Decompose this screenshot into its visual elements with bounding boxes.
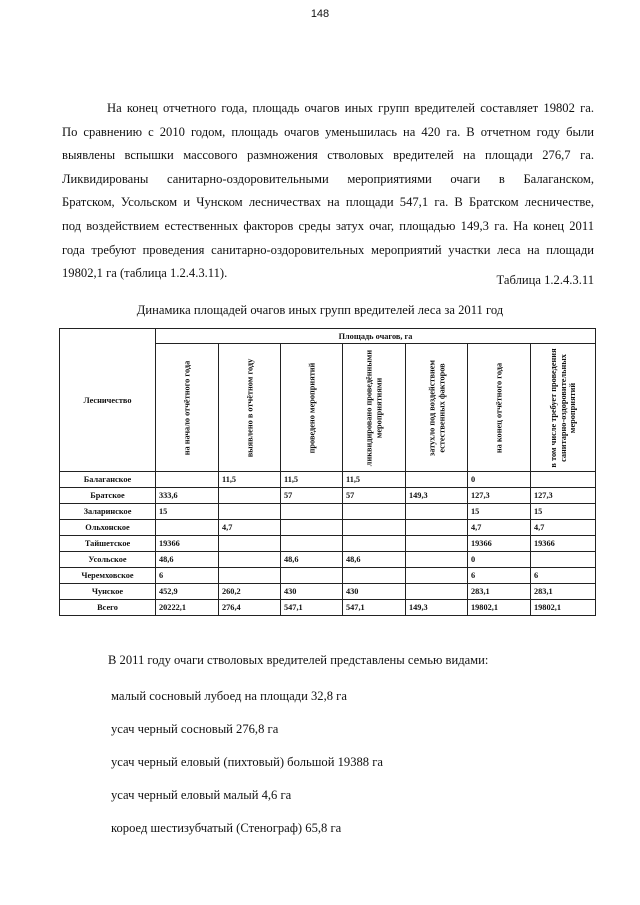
table-cell: 15 (468, 504, 531, 520)
table-cell (156, 520, 219, 536)
forestry-name: Чунское (60, 584, 156, 600)
table-cell: 6 (468, 568, 531, 584)
table-cell (281, 504, 343, 520)
table-cell (281, 536, 343, 552)
paragraph-line: выявлены вспышки массового размножения стволовых вредителей на площади 276,7 га. (62, 148, 594, 163)
paragraph-line: На конец отчетного года, площадь очагов иных групп вредителей составляет 19802 га. (107, 101, 594, 115)
table-cell (343, 568, 406, 584)
table-cell: 19366 (156, 536, 219, 552)
species-item: усач черный еловый (пихтовый) большой 19388 га (111, 755, 384, 769)
species-item: малый сосновый лубоед на площади 32,8 га (111, 689, 347, 703)
table-cell: 6 (156, 568, 219, 584)
pest-foci-table (59, 328, 596, 616)
table-cell: 127,3 (531, 488, 596, 504)
table-cell: 48,6 (281, 552, 343, 568)
table-cell: 11,5 (343, 472, 406, 488)
column-header: в том числе требует проведения санитарно-оздоровительных мероприятий (531, 344, 596, 472)
table-cell (219, 504, 281, 520)
column-header: затухло под воздействием естественных факторов (406, 344, 468, 472)
table-cell: 11,5 (281, 472, 343, 488)
species-intro: В 2011 году очаги стволовых вредителей представлены семью видами: (108, 653, 489, 667)
table-cell (406, 552, 468, 568)
table-cell (156, 472, 219, 488)
table-cell (343, 536, 406, 552)
table-cell (281, 520, 343, 536)
table-cell (531, 472, 596, 488)
forestry-name: Заларинское (60, 504, 156, 520)
table-cell: 333,6 (156, 488, 219, 504)
table-row (60, 488, 596, 504)
area-group-header: Площадь очагов, га (156, 329, 596, 344)
table-cell (219, 552, 281, 568)
table-cell (281, 568, 343, 584)
table-cell (406, 536, 468, 552)
table-cell: 19802,1 (531, 600, 596, 616)
table-cell (406, 520, 468, 536)
table-cell: 149,3 (406, 488, 468, 504)
table-cell (219, 488, 281, 504)
table-cell (406, 568, 468, 584)
forestry-name: Ольхонское (60, 520, 156, 536)
table-cell: 19802,1 (468, 600, 531, 616)
page-number: 148 (310, 8, 330, 20)
column-header: выявлено в отчётном году (219, 344, 281, 472)
forestry-name: Черемховское (60, 568, 156, 584)
table-cell: 283,1 (531, 584, 596, 600)
table-row (60, 472, 596, 488)
table-cell (219, 568, 281, 584)
table-row (60, 504, 596, 520)
table-cell (343, 504, 406, 520)
table-cell: 260,2 (219, 584, 281, 600)
table-cell: 4,7 (219, 520, 281, 536)
forestry-name: Братское (60, 488, 156, 504)
table-cell: 15 (531, 504, 596, 520)
table-row (60, 584, 596, 600)
paragraph-line: По сравнению с 2010 годом, площадь очагов уменьшилась на 420 га. В отчетном году были (62, 124, 594, 139)
table-cell: 20222,1 (156, 600, 219, 616)
table-cell (219, 536, 281, 552)
species-list (111, 689, 383, 854)
table-cell: 19366 (468, 536, 531, 552)
forestry-name: Балаганское (60, 472, 156, 488)
table-cell: 430 (281, 584, 343, 600)
table-row (60, 568, 596, 584)
table-cell: 547,1 (343, 600, 406, 616)
table-cell: 48,6 (156, 552, 219, 568)
table-cell: 57 (281, 488, 343, 504)
table-cell: 283,1 (468, 584, 531, 600)
table-row (60, 536, 596, 552)
table-cell: 276,4 (219, 600, 281, 616)
table-cell (531, 552, 596, 568)
column-header: на конец отчётного года (468, 344, 531, 472)
table-cell: 15 (156, 504, 219, 520)
species-item: короед шестизубчатый (Стенограф) 65,8 га (111, 821, 342, 835)
body-paragraph (62, 97, 594, 286)
table-cell: 127,3 (468, 488, 531, 504)
table-cell: 57 (343, 488, 406, 504)
paragraph-line: Ликвидированы санитарно-оздоровительными мероприятиями очаги в Балаганском, (62, 171, 594, 186)
table-row (60, 520, 596, 536)
table-row (60, 552, 596, 568)
table-cell: 4,7 (468, 520, 531, 536)
forestry-name: Всего (60, 600, 156, 616)
table-cell: 0 (468, 552, 531, 568)
table-cell: 11,5 (219, 472, 281, 488)
forestry-name: Тайшетское (60, 536, 156, 552)
table-caption: Динамика площадей очагов иных групп вредителей леса за 2011 год (136, 303, 504, 317)
column-header: проведено мероприятий (281, 344, 343, 472)
table-cell (343, 520, 406, 536)
forestry-name: Усольское (60, 552, 156, 568)
paragraph-line: Братском, Усольском и Чунском лесничествах на площади 547,1 га. В Братском лесничестве, (62, 195, 594, 210)
table-cell: 48,6 (343, 552, 406, 568)
paragraph-line: 19802,1 га (таблица 1.2.4.3.11). (62, 266, 228, 281)
table-cell (406, 472, 468, 488)
table-cell (406, 584, 468, 600)
forestry-column-header: Лесничество (60, 329, 156, 472)
table-cell: 6 (531, 568, 596, 584)
column-header: на начало отчётного года (156, 344, 219, 472)
table-cell: 430 (343, 584, 406, 600)
table-cell: 19366 (531, 536, 596, 552)
table-cell: 149,3 (406, 600, 468, 616)
column-header: ликвидировано проведёнными мероприятиями (343, 344, 406, 472)
table-cell: 4,7 (531, 520, 596, 536)
table-cell: 452,9 (156, 584, 219, 600)
species-item: усач черный еловый малый 4,6 га (111, 788, 292, 802)
table-cell: 547,1 (281, 600, 343, 616)
table-number: Таблица 1.2.4.3.11 (496, 273, 594, 287)
paragraph-line: года требуют проведения санитарно-оздоровительных мероприятий участки леса на площади (62, 242, 594, 257)
species-item: усач черный сосновый 276,8 га (111, 722, 279, 736)
paragraph-line: под воздействием естественных факторов среды затух очаг, площадью 149,3 га. На конец 2011 (62, 218, 594, 233)
table-cell (406, 504, 468, 520)
table-cell: 0 (468, 472, 531, 488)
table-total-row (60, 600, 596, 616)
